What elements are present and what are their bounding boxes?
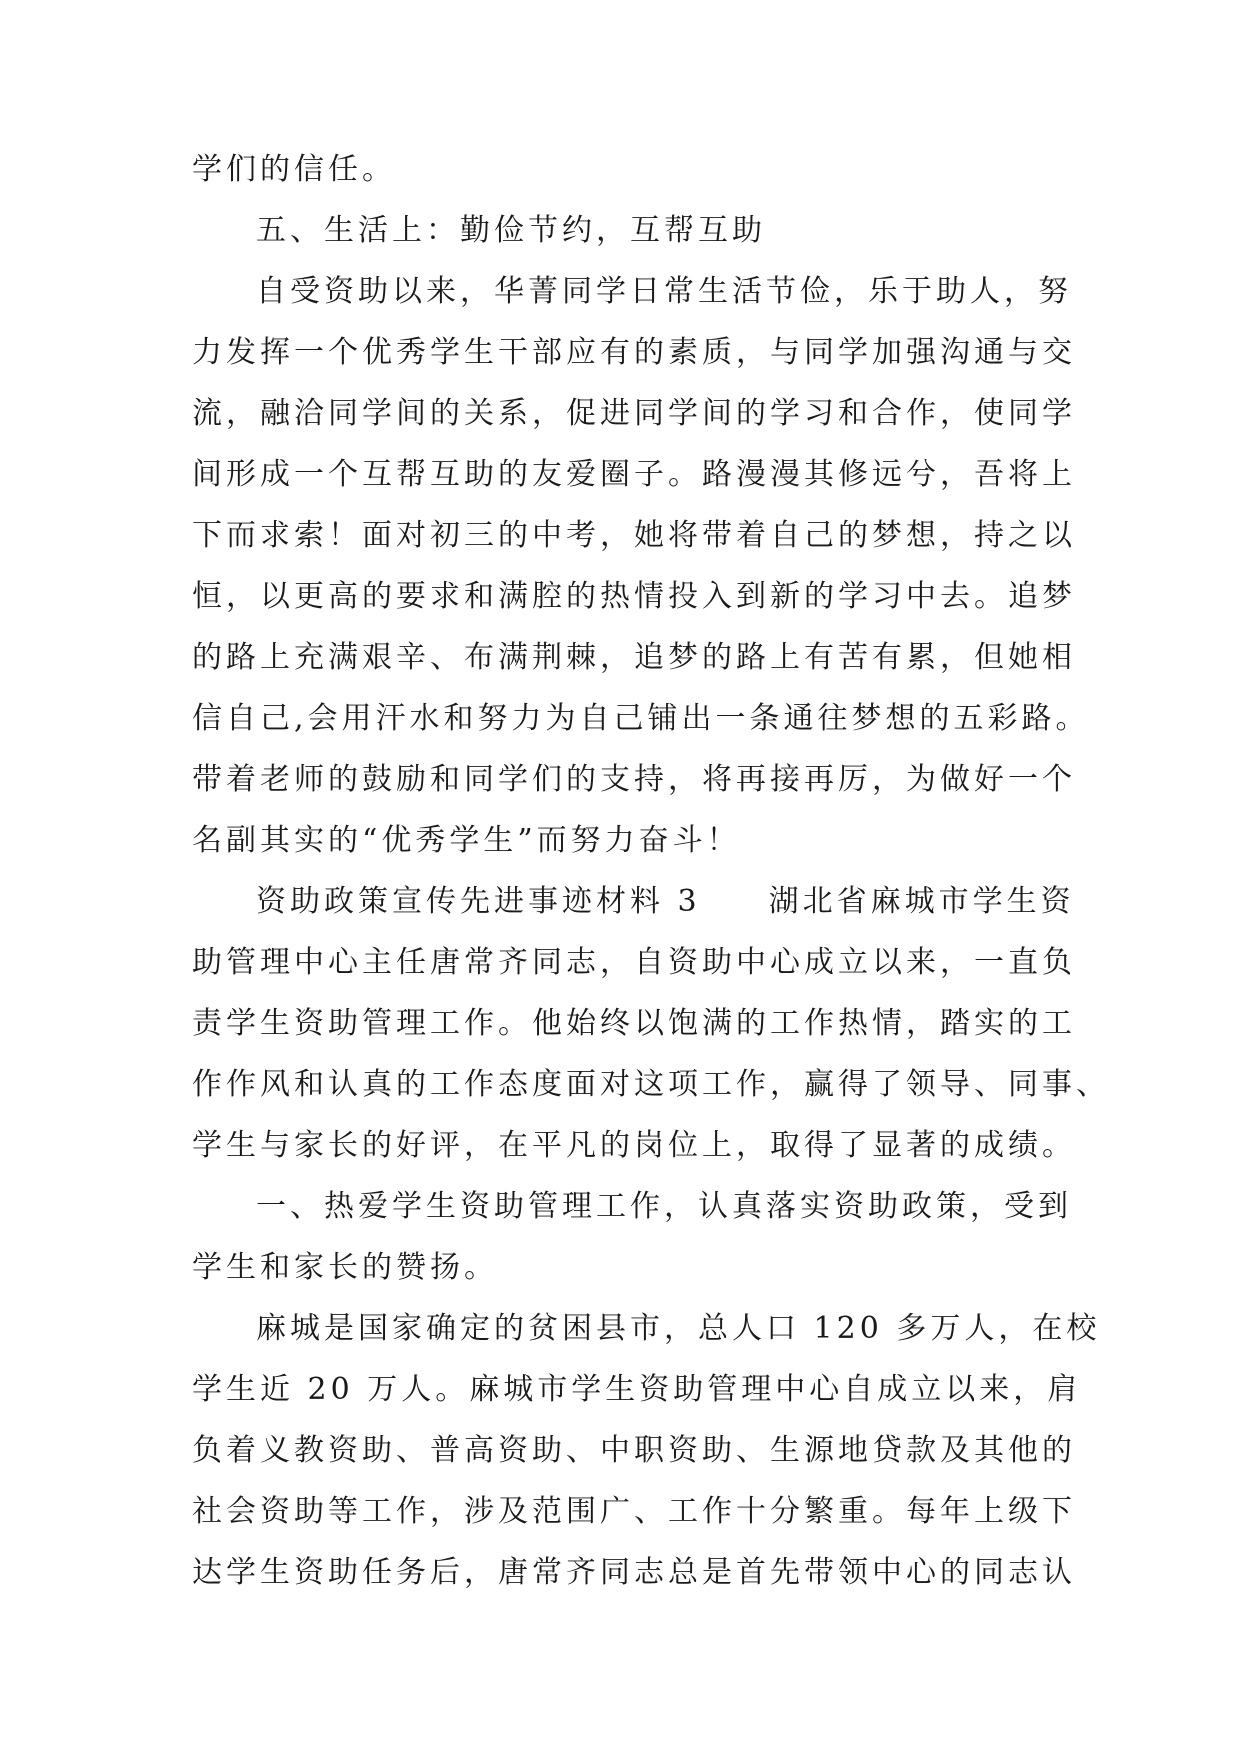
text-line: 流，融洽同学间的关系，促进同学间的学习和合作，使同学 — [192, 396, 1076, 431]
text-line: 间形成一个互帮互助的友爱圈子。路漫漫其修远兮，吾将上 — [192, 457, 1076, 492]
text-line: 学生与家长的好评，在平凡的岗位上，取得了显著的成绩。 — [192, 1128, 1076, 1163]
text-line: 自受资助以来，华菁同学日常生活节俭，乐于助人，努 — [256, 274, 1072, 309]
section-heading: 一、热爱学生资助管理工作，认真落实资助政策，受到 — [256, 1189, 1072, 1224]
text-line: 责学生资助管理工作。他始终以饱满的工作热情，踏实的工 — [192, 1006, 1076, 1041]
text-line: 麻城是国家确定的贫困县市，总人口 120 多万人，在校 — [256, 1311, 1101, 1346]
text-line: 名副其实的“优秀学生”而努力奋斗！ — [192, 823, 741, 858]
text-line: 作作风和认真的工作态度面对这项工作，赢得了领导、同事、 — [192, 1067, 1110, 1102]
text-line: 负着义教资助、普高资助、中职资助、生源地贷款及其他的 — [192, 1433, 1076, 1468]
section-heading: 五、生活上：勤俭节约，互帮互助 — [256, 213, 766, 248]
text-line: 达学生资助任务后，唐常齐同志总是首先带领中心的同志认 — [192, 1555, 1076, 1590]
text-line: 信自己,会用汗水和努力为自己铺出一条通往梦想的五彩路。 — [192, 701, 1090, 736]
text-line: 社会资助等工作，涉及范围广、工作十分繁重。每年上级下 — [192, 1494, 1076, 1529]
text-line: 力发挥一个优秀学生干部应有的素质，与同学加强沟通与交 — [192, 335, 1076, 370]
text-line: 下而求索！面对初三的中考，她将带着自己的梦想，持之以 — [192, 518, 1076, 553]
text-line: 的路上充满艰辛、布满荆棘，追梦的路上有苦有累，但她相 — [192, 640, 1076, 675]
section-title: 资助政策宣传先进事迹材料 3 湖北省麻城市学生资 — [256, 884, 1075, 919]
text-line: 学生和家长的赞扬。 — [192, 1250, 498, 1285]
text-line: 学们的信任。 — [192, 152, 396, 187]
text-line: 学生近 20 万人。麻城市学生资助管理中心自成立以来，肩 — [192, 1372, 1082, 1407]
text-line: 助管理中心主任唐常齐同志，自资助中心成立以来，一直负 — [192, 945, 1076, 980]
text-line: 恒，以更高的要求和满腔的热情投入到新的学习中去。追梦 — [192, 579, 1076, 614]
text-line: 带着老师的鼓励和同学们的支持，将再接再厉，为做好一个 — [192, 762, 1076, 797]
